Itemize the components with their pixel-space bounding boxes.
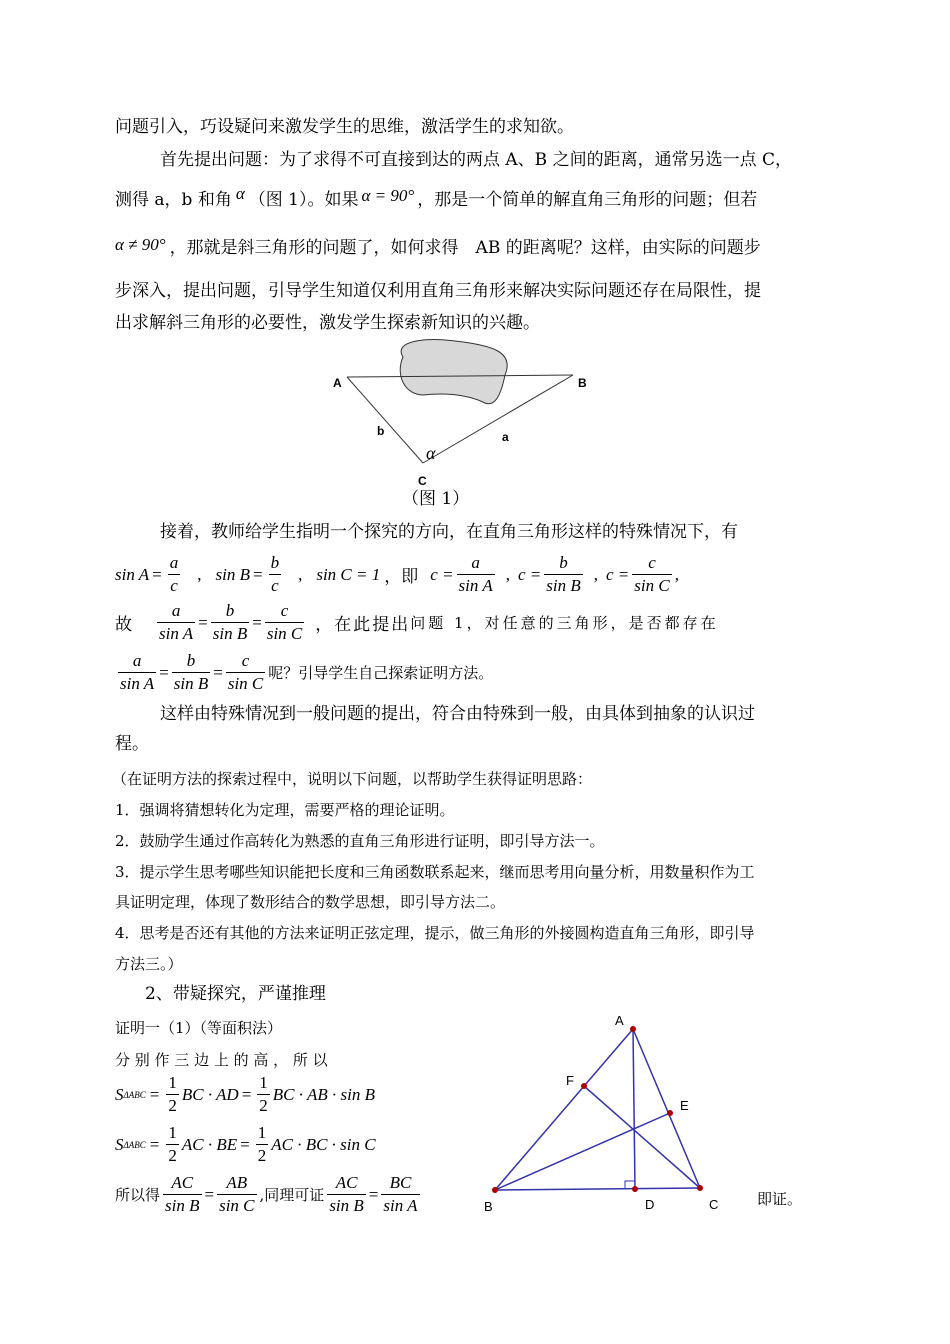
numerator: b	[225, 601, 235, 620]
fig2-label-f: F	[566, 1073, 574, 1088]
denominator: sin B	[212, 624, 248, 643]
denominator: sin B	[173, 674, 209, 693]
fraction	[166, 1072, 179, 1117]
numerator: b	[186, 651, 196, 670]
formula-text: S	[115, 1084, 124, 1104]
numerator: b	[270, 553, 280, 572]
fig1-label-a-point: A	[333, 376, 342, 390]
fig2-label-b: B	[484, 1199, 493, 1214]
note-line: 具证明定理，体现了数形结合的数学思想，即引导方法二。	[115, 893, 506, 911]
formula-text: sin A	[115, 564, 150, 584]
text-run: ，即	[384, 567, 419, 587]
point-e	[667, 1110, 673, 1116]
text-run: ，那是一个简单的解直角三角形的问题；但若	[417, 190, 758, 210]
paragraph-line	[115, 235, 761, 258]
text-run: 测得 a，b 和角	[115, 190, 232, 210]
formula-text: c =	[430, 564, 454, 584]
fraction	[211, 600, 249, 645]
denominator: 2	[259, 1096, 268, 1115]
formula-text: sin C = 1	[316, 564, 381, 584]
altitude-ad	[633, 1029, 635, 1189]
numerator: a	[132, 651, 142, 670]
denominator: sin B	[329, 1196, 364, 1215]
fraction	[632, 552, 671, 597]
equals-sign: =	[149, 1134, 160, 1154]
fig1-label-a-side: a	[502, 430, 509, 444]
equals-sign: =	[198, 612, 208, 632]
note-line: 1．强调将猜想转化为定理，需要严格的理论证明。	[115, 801, 455, 819]
formula-text: S	[115, 1134, 124, 1154]
fraction	[544, 552, 582, 597]
denominator: sin C	[266, 624, 303, 643]
equals-sign: =	[368, 1184, 379, 1204]
subscript: ΔABC	[123, 1089, 146, 1100]
conclusion-equation	[115, 1172, 423, 1217]
numerator: BC	[389, 1173, 412, 1192]
numerator: 1	[168, 1073, 177, 1092]
fraction	[457, 552, 495, 597]
denominator: 2	[257, 1146, 267, 1165]
proof-end-text: 即证。	[757, 1190, 803, 1208]
text-run: 呢？引导学生自己探索证明方法。	[268, 664, 494, 682]
fraction	[172, 650, 210, 695]
formula-line	[115, 650, 493, 695]
formula-text: c =	[605, 564, 630, 584]
paragraph-line: 这样由特殊情况到一般问题的提出，符合由特殊到一般，由具体到抽象的认识过	[160, 704, 755, 724]
fig1-label-b-point: B	[578, 376, 587, 390]
equals-sign: =	[241, 1084, 252, 1104]
fraction	[269, 552, 282, 597]
formula-text: BC · AB · sin B	[272, 1084, 375, 1104]
denominator: sin B	[165, 1196, 200, 1215]
numerator: AB	[226, 1173, 248, 1192]
text-run: 所以得	[115, 1186, 161, 1204]
alpha-symbol: α	[235, 184, 245, 203]
equals-sign: =	[149, 1084, 160, 1104]
equals-sign: =	[204, 1184, 215, 1204]
text-run: 故	[115, 615, 132, 635]
note-line: 4．思考是否还有其他的方法来证明正弦定理，提示，做三角形的外接圆构造直角三角形，即引导	[115, 924, 755, 942]
denominator: 2	[168, 1096, 177, 1115]
lake-shape	[400, 340, 507, 404]
figure-1-diagram	[325, 335, 605, 495]
formula-line: sin A = $\frac{a}{c}$ , sin B = $\frac{b}{c}$ , sin C = 1 ，即 c = $\frac{a}{\text{sin A}}$ , c = $\frac{b}{\text{sin B}}$ , c = $\frac{c}{\text{sin C}}$ ,	[115, 553, 679, 595]
denominator: sin C	[227, 674, 264, 693]
fraction	[257, 1072, 270, 1117]
paragraph-line: 出求解斜三角形的必要性，激发学生探索新知识的兴趣。	[115, 313, 540, 333]
numerator: a	[471, 553, 480, 572]
point-a	[630, 1026, 636, 1032]
denominator: sin A	[458, 576, 493, 595]
note-line: （在证明方法的探索过程中，说明以下问题，以帮助学生获得证明思路：	[112, 770, 593, 788]
equals-sign: =	[152, 564, 162, 584]
numerator: c	[648, 553, 656, 572]
equals-sign: =	[252, 612, 262, 632]
equals-sign: =	[253, 564, 263, 584]
fraction	[163, 1172, 201, 1217]
side-ac	[633, 1029, 700, 1188]
fig1-label-c-point: C	[418, 474, 427, 488]
numerator: a	[171, 601, 181, 620]
fig2-label-e: E	[680, 1098, 689, 1113]
fraction	[265, 600, 304, 645]
fraction	[118, 650, 156, 695]
numerator: AC	[335, 1173, 358, 1192]
formula-text: sin B	[215, 564, 250, 584]
denominator: sin A	[120, 674, 155, 693]
numerator: c	[241, 651, 250, 670]
fraction	[157, 600, 195, 645]
paragraph-line: 首先提出问题：为了求得不可直接到达的两点 A、B 之间的距离，通常另选一点 C，	[160, 150, 792, 170]
numerator: 1	[259, 1073, 268, 1092]
equals-sign: =	[159, 662, 169, 682]
text-run: ，在此提出	[315, 615, 411, 635]
paragraph-line: 问题引入，巧设疑问来激发学生的思维，激活学生的求知欲。	[115, 117, 574, 137]
numerator: AC	[171, 1173, 194, 1192]
equals-sign: =	[213, 662, 223, 682]
fig1-label-alpha: α	[426, 443, 436, 463]
denominator: sin A	[383, 1196, 418, 1215]
denominator: sin A	[159, 624, 194, 643]
denominator: sin B	[546, 576, 581, 595]
equals-sign: =	[240, 1134, 250, 1154]
formula-text: AC · BE	[181, 1134, 238, 1154]
text-run: （图 1）。如果	[248, 190, 359, 210]
area-equation-1	[115, 1072, 375, 1117]
formula-text: AC · BC · sin C	[271, 1134, 376, 1154]
alpha-inequality: α ≠ 90°	[115, 235, 166, 254]
altitude-be	[495, 1113, 670, 1190]
text-run: ,同理可证	[259, 1186, 325, 1204]
denominator: 2	[168, 1146, 177, 1165]
fraction	[226, 650, 265, 695]
section-heading: 2、带疑探究，严谨推理	[145, 984, 326, 1004]
figure-1-caption: （图 1）	[402, 489, 470, 509]
area-equation-2	[115, 1122, 376, 1167]
text-run: ，那就是斜三角形的问题了，如何求得 AB 的距离呢？这样，由实际的问题步	[169, 238, 761, 258]
alpha-equation: α = 90°	[361, 186, 415, 205]
fig2-label-d: D	[645, 1197, 655, 1212]
formula-text: BC · AD	[181, 1084, 239, 1104]
note-line: 3．提示学生思考哪些知识能把长度和三角函数联系起来，继而思考用向量分析，用数量积作为工	[115, 863, 755, 881]
fraction	[327, 1172, 365, 1217]
denominator: sin C	[219, 1196, 255, 1215]
note-line: 2．鼓励学生通过作高转化为熟悉的直角三角形进行证明，即引导方法一。	[115, 832, 605, 850]
numerator: 1	[168, 1123, 177, 1142]
point-c	[697, 1185, 703, 1191]
side-ab	[495, 1029, 633, 1190]
fraction	[381, 1172, 419, 1217]
denominator: sin C	[634, 576, 670, 595]
paragraph-line	[115, 184, 758, 210]
subscript: ΔABC	[123, 1139, 146, 1150]
paragraph-line: 程。	[115, 734, 149, 754]
numerator: b	[559, 553, 568, 572]
point-f	[581, 1083, 587, 1089]
fraction	[217, 1172, 256, 1217]
fraction	[168, 552, 181, 597]
note-line: 方法三。）	[115, 955, 183, 973]
proof-line: 分 别 作 三 边 上 的 高 ， 所 以	[115, 1051, 328, 1069]
numerator: 1	[257, 1123, 267, 1142]
denominator: c	[170, 576, 178, 595]
denominator: c	[271, 576, 279, 595]
paragraph-line: 接着，教师给学生指明一个探究的方向，在直角三角形这样的特殊情况下，有	[160, 522, 738, 542]
side-bc	[495, 1188, 700, 1190]
text-run: 问题 1，对任意的三角形，是否都存在	[410, 614, 719, 632]
fig1-label-b-side: b	[377, 424, 385, 438]
point-d	[632, 1186, 638, 1192]
formula-line	[115, 600, 719, 645]
numerator: c	[280, 601, 289, 620]
proof-title: 证明一（1）（等面积法）	[115, 1019, 283, 1037]
numerator: a	[169, 553, 179, 572]
figure-2-triangle	[480, 1010, 730, 1210]
fig2-label-a: A	[615, 1013, 624, 1028]
fraction	[256, 1122, 269, 1167]
point-b	[492, 1187, 498, 1193]
paragraph-line: 步深入，提出问题，引导学生知道仅利用直角三角形来解决实际问题还存在局限性，提	[115, 281, 761, 301]
fraction	[166, 1122, 179, 1167]
formula-text: c =	[517, 564, 542, 584]
fig2-label-c: C	[709, 1197, 719, 1212]
